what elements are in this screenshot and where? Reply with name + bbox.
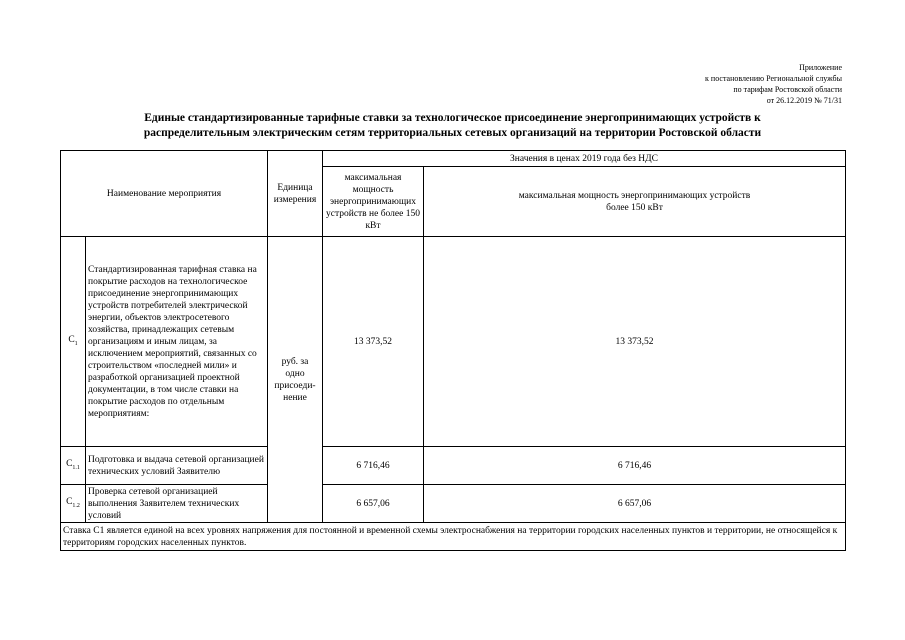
header-col-gt150-line: более 150 кВт	[606, 202, 663, 213]
appendix-line: по тарифам Ростовской области	[733, 85, 842, 94]
title-line: распределительным электрическим сетям территориальных сетевых организаций на территории Ростовской области	[143, 126, 762, 139]
row-value-gt150: 6 716,46	[424, 447, 846, 485]
row-value-gt150: 6 657,06	[424, 485, 846, 523]
appendix-line: к постановлению Региональной службы	[705, 74, 842, 83]
row-code: $C_{1.2}$	[61, 485, 86, 523]
row-code: $C_1$	[61, 237, 86, 447]
row-value-le150: 6 657,06	[323, 485, 424, 523]
footnote-row	[61, 523, 846, 551]
table-row	[61, 485, 846, 523]
table-row	[61, 447, 846, 485]
header-col-gt150-line: максимальная мощность энергопринимающих устройств	[518, 190, 751, 201]
unit-value: руб. за одно присоеди-нение	[274, 356, 316, 403]
row-value-gt150: 13 373,52	[424, 237, 846, 447]
header-values-group: Значения в ценах 2019 года без НДС	[323, 151, 846, 167]
header-unit-line: Единица	[277, 182, 313, 193]
header-name: Наименование мероприятия	[61, 151, 268, 237]
appendix-line: Приложение	[799, 63, 842, 72]
footnote: Ставка С1 является единой на всех уровнях напряжения для постоянной и временной схемы электроснабжения на территории городских населенных пунктов и территории, не относящейся к территориям городских населенных пунктов.	[61, 523, 846, 551]
row-name: Стандартизированная тарифная ставка на покрытие расходов на технологическое присоединение энергопринимающих устройств потребителей электрической энергии, объектов электросетевого хозяйства, принадлежащих сетевым организациям и иным лицам, за исключением мероприятий, связанных со строительством «последней мили» и разработкой организацией проектной документации, в том числе ставки на покрытие расходов по отдельным мероприятиям:	[86, 237, 268, 447]
row-code: $C_{1.1}$	[61, 447, 86, 485]
header-unit-line: измерения	[273, 194, 317, 205]
tariff-table	[60, 150, 846, 551]
row-name: Проверка сетевой организацией выполнения Заявителем технических условий	[86, 485, 268, 523]
header-unit	[268, 151, 323, 237]
title-line: Единые стандартизированные тарифные ставки за технологическое присоединение энергопринимающих устройств к	[144, 112, 761, 124]
header-col-gt150	[424, 167, 846, 237]
row-value-le150: 6 716,46	[323, 447, 424, 485]
appendix-line: от 26.12.2019 № 71/31	[766, 96, 842, 105]
appendix-block	[705, 62, 842, 106]
header-col-le150: максимальная мощность энергопринимающих устройств не более 150 кВт	[323, 167, 424, 237]
row-name: Подготовка и выдача сетевой организацией технических условий Заявителю	[86, 447, 268, 485]
unit-cell	[268, 237, 323, 523]
document-title	[60, 111, 845, 140]
row-value-le150: 13 373,52	[323, 237, 424, 447]
table-row	[61, 237, 846, 447]
header-row	[61, 151, 846, 167]
